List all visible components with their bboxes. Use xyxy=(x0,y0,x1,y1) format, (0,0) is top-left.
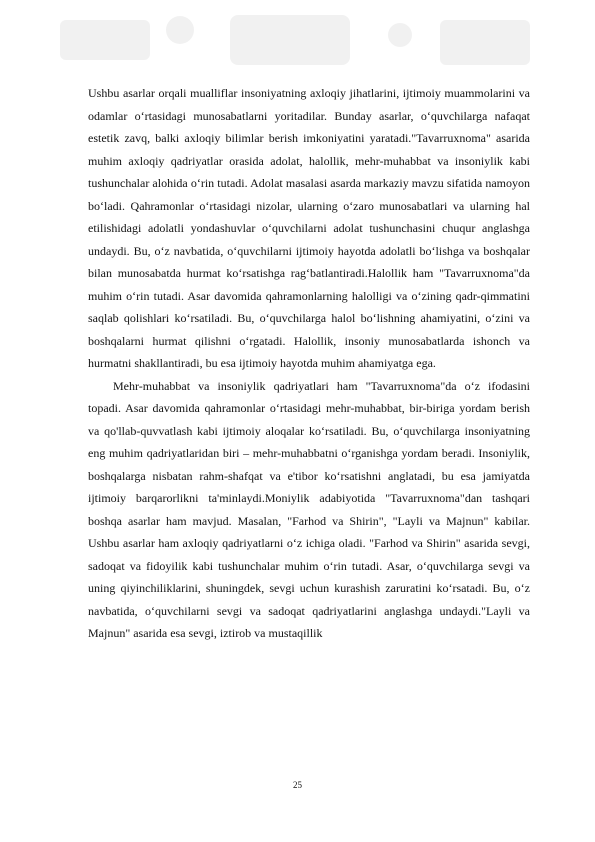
page-number: 25 xyxy=(293,780,302,790)
paragraph-1: Ushbu asarlar orqali mualliflar insoniyatning axloqiy jihatlarini, ijtimoiy muammolarini va odamlar o‘rtasidagi munosabatlarni yoritadilar. Bunday asarlar, o‘quvchilarga nafaqat estetik zavq, balki axloqiy bilimlar berish imkoniyatini yaratadi."Tavarruxnoma" asarida muhim axloqiy qadriyatlar orasida adolat, halollik, mehr-muhabbat va insoniylik kabi tushunchalar alohida o‘rin tutadi. Adolat masalasi asarda markaziy mavzu sifatida namoyon bo‘ladi. Qahramonlar o‘rtasidagi nizolar, ularning o‘zaro munosabatlari va ularning hal etilishidagi adolatli yondashuvlar o‘quvchilarni adolat tushunchasini chuqur anglashga undaydi. Bu, o‘z navbatida, o‘quvchilarni ijtimoiy hayotda adolatli bo‘lishga va boshqalar bilan munosabatda hurmat ko‘rsatishga rag‘batlantiradi.Halollik ham "Tavarruxnoma"da muhim o‘rin tutadi. Asar davomida qahramonlarning halolligi va o‘zining qadr-qimmatini saqlab qolishlari ko‘rsatiladi. Bu, o‘quvchilarga halol bo‘lishning ahamiyatini, o‘zini va boshqalarni hurmat qilishni o‘rgatadi. Halollik, insoniy munosabatlarda ishonch va hurmatni shakllantiradi, bu esa ijtimoiy hayotda muhim ahamiyatga ega. xyxy=(88,86,530,370)
body-text xyxy=(88,82,530,645)
paragraph-2: Mehr-muhabbat va insoniylik qadriyatlari ham "Tavarruxnoma"da o‘z ifodasini topadi. Asar davomida qahramonlar o‘rtasidagi mehr-muhabbat, bir-biriga yordam berish va qo'llab-quvvatlash kabi ijtimoiy aloqalar ko‘rsatiladi. Bu, o‘quvchilarga insoniyatning eng muhim qadriyatlaridan biri – mehr-muhabbatni o‘rganishga yordam beradi. Insoniylik, boshqalarga nisbatan rahm-shafqat va e'tibor ko‘rsatishni anglatadi, bu esa jamiyatda ijtimoiy barqarorlikni ta'minlaydi.Moniylik adabiyotida "Tavarruxnoma"dan tashqari boshqa asarlar ham mavjud. Masalan, "Farhod va Shirin", "Layli va Majnun" kabilar. Ushbu asarlar ham axloqiy qadriyatlarni o‘z ichiga oladi. "Farhod va Shirin" asarida sevgi, sadoqat va fidoyilik kabi tushunchalar muhim o‘rin tutadi. Asar, o‘quvchilarga sevgi va uning qiyinchiliklarini, shuningdek, sevgi uchun kurashish zaruratini ko‘rsatadi. Bu, o‘z navbatida, o‘quvchilarni sevgi va sadoqat qadriyatlarini anglashga undaydi."Layli va Majnun" asarida esa sevgi, iztirob va mustaqillik xyxy=(88,378,530,640)
